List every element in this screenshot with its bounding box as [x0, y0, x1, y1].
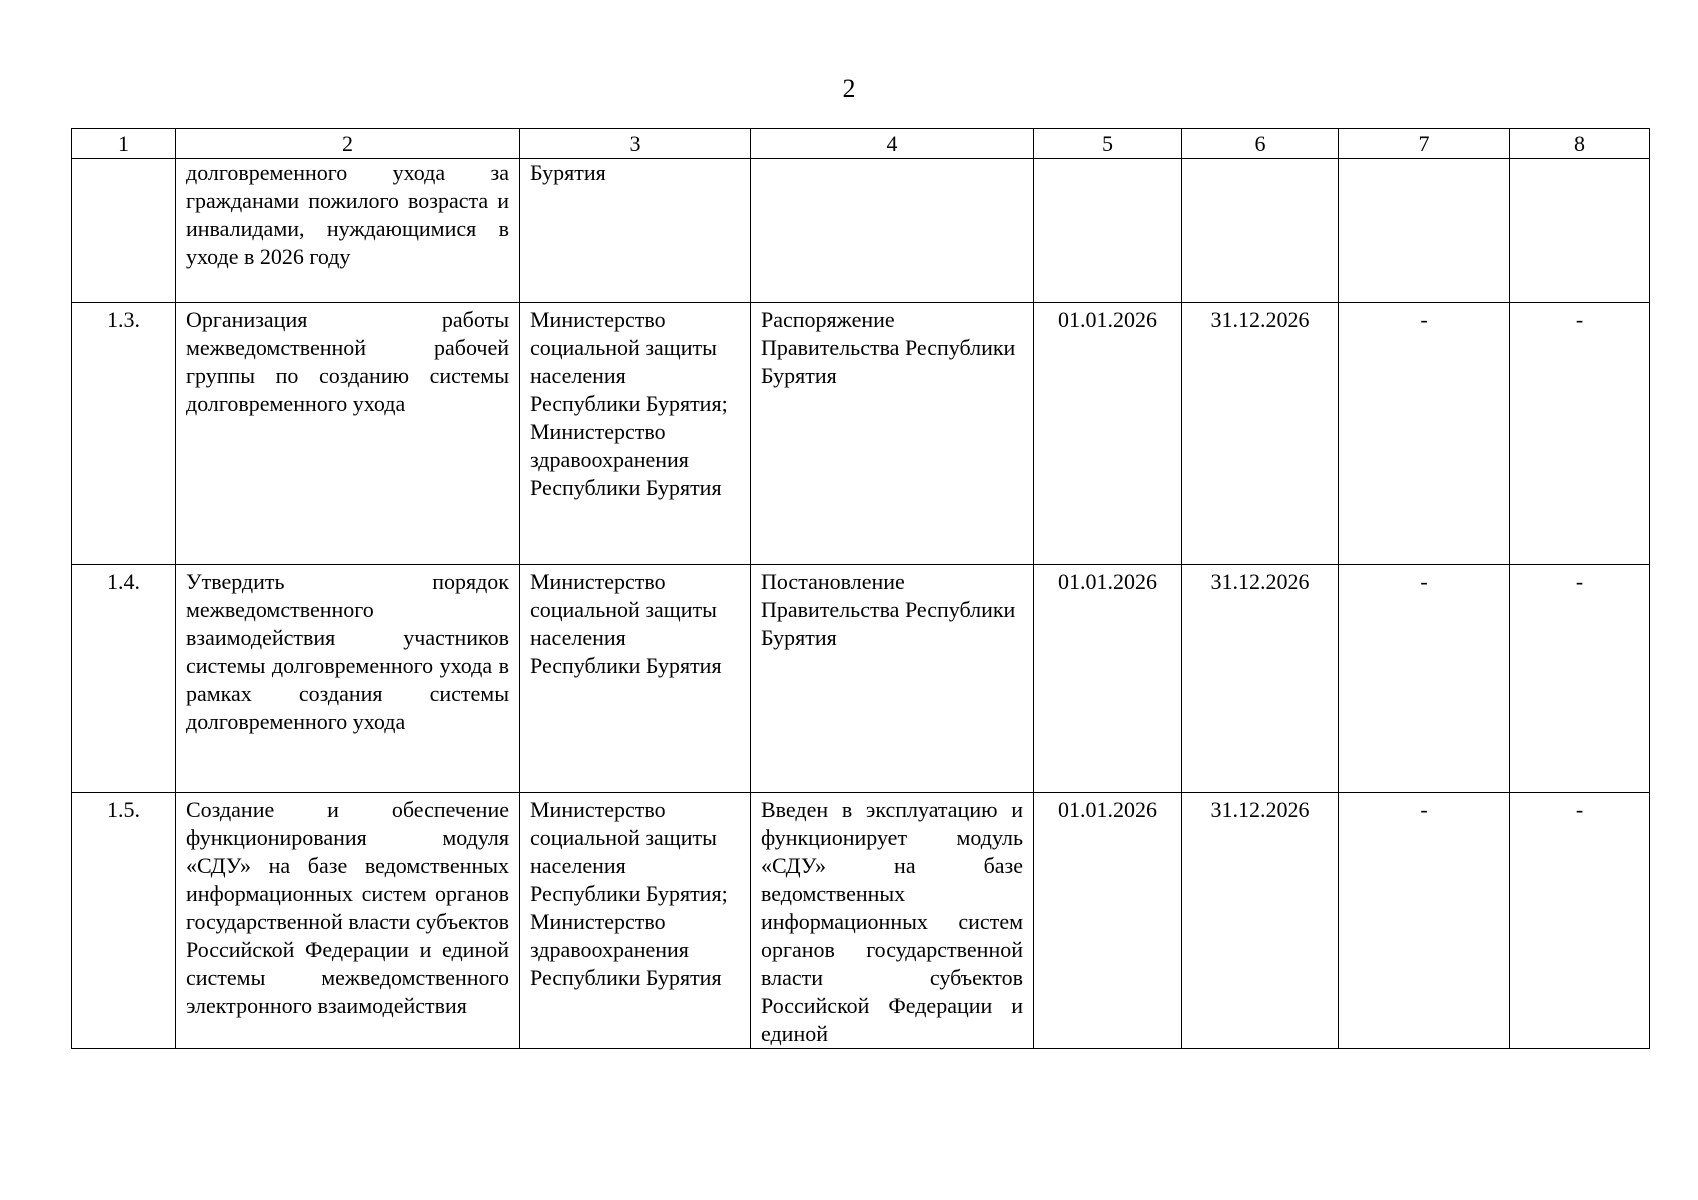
result-cell: [751, 159, 1034, 303]
row-number: [72, 159, 176, 303]
start-date-cell: 01.01.2026: [1034, 303, 1182, 565]
table-row: [72, 303, 1650, 565]
row-number: 1.4.: [72, 565, 176, 793]
col8-cell: [1510, 159, 1650, 303]
event-cell: Утвердить порядок межведомственного взаимодействия участников системы долговременного ухода в рамках создания системы долговременного ухода: [176, 565, 520, 793]
start-date-cell: [1034, 159, 1182, 303]
end-date-cell: [1182, 159, 1339, 303]
col7-cell: -: [1339, 565, 1510, 793]
page-number: 2: [842, 74, 856, 103]
header-cell-8: 8: [1510, 129, 1650, 159]
col8-cell: -: [1510, 303, 1650, 565]
col7-cell: -: [1339, 793, 1510, 1049]
header-cell-7: 7: [1339, 129, 1510, 159]
end-date-cell: 31.12.2026: [1182, 565, 1339, 793]
col7-cell: -: [1339, 303, 1510, 565]
responsible-cell: Министерство социальной защиты населения Республики Бурятия; Министерство здравоохранения Республики Бурятия: [520, 793, 751, 1049]
result-cell: Введен в эксплуатацию и функционирует модуль «СДУ» на базе ведомственных информационных систем органов государственной власти субъектов Российской Федерации и единой: [751, 793, 1034, 1049]
responsible-cell: Министерство социальной защиты населения Республики Бурятия: [520, 565, 751, 793]
table-row: [72, 565, 1650, 793]
col8-cell: -: [1510, 793, 1650, 1049]
table-row: [72, 159, 1650, 303]
start-date-cell: 01.01.2026: [1034, 793, 1182, 1049]
col8-cell: -: [1510, 565, 1650, 793]
plan-table: [71, 128, 1650, 1049]
header-cell-3: 3: [520, 129, 751, 159]
start-date-cell: 01.01.2026: [1034, 565, 1182, 793]
header-cell-1: 1: [72, 129, 176, 159]
event-cell: Организация работы межведомственной рабочей группы по созданию системы долговременного ухода: [176, 303, 520, 565]
header-cell-2: 2: [176, 129, 520, 159]
header-cell-6: 6: [1182, 129, 1339, 159]
header-row: [72, 129, 1650, 159]
event-cell: Создание и обеспечение функционирования модуля «СДУ» на базе ведомственных информационных систем органов государственной власти субъектов Российской Федерации и единой системы межведомственного электронного взаимодействия: [176, 793, 520, 1049]
table-row: [72, 793, 1650, 1049]
header-cell-4: 4: [751, 129, 1034, 159]
header-cell-5: 5: [1034, 129, 1182, 159]
result-cell: Постановление Правительства Республики Бурятия: [751, 565, 1034, 793]
row-number: 1.5.: [72, 793, 176, 1049]
end-date-cell: 31.12.2026: [1182, 793, 1339, 1049]
event-cell: долговременного ухода за гражданами пожилого возраста и инвалидами, нуждающимися в уходе в 2026 году: [176, 159, 520, 303]
responsible-cell: Бурятия: [520, 159, 751, 303]
responsible-cell: Министерство социальной защиты населения Республики Бурятия; Министерство здравоохранения Республики Бурятия: [520, 303, 751, 565]
row-number: 1.3.: [72, 303, 176, 565]
col7-cell: [1339, 159, 1510, 303]
result-cell: Распоряжение Правительства Республики Бурятия: [751, 303, 1034, 565]
end-date-cell: 31.12.2026: [1182, 303, 1339, 565]
